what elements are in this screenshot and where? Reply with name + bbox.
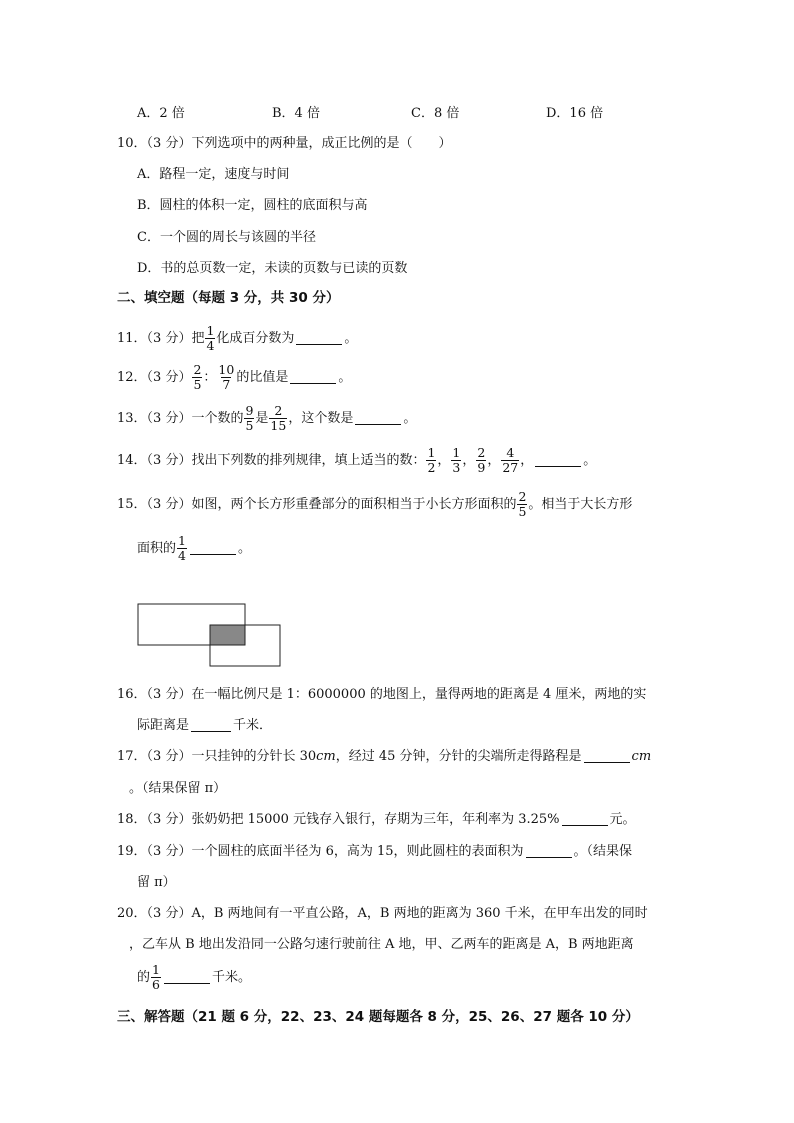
question-16-line-2: 际距离是 千米．	[137, 718, 273, 733]
fraction: $\frac{1}{4}$	[206, 323, 215, 353]
answer-blank[interactable]	[584, 750, 630, 763]
answer-blank[interactable]	[296, 332, 342, 345]
fraction: $\frac{2}{9}$	[477, 445, 486, 475]
question-20-line-3: 的 $\frac{1}{6}$ 千米。	[137, 962, 251, 992]
fraction: $\frac{1}{2}$	[427, 445, 436, 475]
q10-option-b: B．圆柱的体积一定，圆柱的底面积与高	[137, 198, 368, 213]
option-c: C．8 倍	[411, 105, 460, 121]
fraction: $\frac{4}{27}$	[502, 445, 519, 475]
question-12: 12．（3 分） $\frac{2}{5}$ ： $\frac{10}{7}$ 的比值是 。	[117, 362, 352, 392]
q10-option-a: A．路程一定，速度与时间	[137, 167, 290, 182]
fraction: $\frac{9}{5}$	[245, 403, 254, 433]
answer-blank[interactable]	[562, 813, 608, 826]
question-11: 11．（3 分）把 $\frac{1}{4}$ 化成百分数为 。	[117, 323, 358, 353]
answer-blank[interactable]	[190, 542, 236, 555]
question-19-line-1: 19．（3 分）一个圆柱的底面半径为 6，高为 15，则此圆柱的表面积为 。（结果保	[117, 844, 633, 859]
question-20-line-1: 20．（3 分）A，B 两地间有一平直公路，A，B 两地的距离为 360 千米，在甲车出发的同时	[117, 906, 648, 921]
question-13: 13．（3 分）一个数的 $\frac{9}{5}$ 是 $\frac{2}{15}$ ，这个数是 。	[117, 403, 417, 433]
answer-blank[interactable]	[164, 971, 210, 984]
option-a: A．2 倍	[137, 105, 185, 121]
question-15-line-1: 15．（3 分）如图，两个长方形重叠部分的面积相当于小长方形面积的 $\frac{2}{5}$ 。相当于大长方形	[117, 489, 633, 519]
question-20-line-2: ，乙车从 B 地出发沿同一公路匀速行驶前往 A 地，甲、乙两车的距离是 A，B 两地距离	[129, 937, 634, 952]
question-19-line-2: 留 π）	[137, 875, 176, 890]
question-17-line-2: 。（结果保留 π）	[129, 781, 227, 796]
fraction: $\frac{2}{5}$	[193, 362, 202, 392]
answer-blank[interactable]	[526, 845, 572, 858]
question-18: 18．（3 分）张奶奶把 15000 元钱存入银行，存期为三年，年利率为 3.25% 元。	[117, 812, 636, 827]
fraction: $\frac{2}{5}$	[518, 489, 527, 519]
option-d: D．16 倍	[546, 105, 604, 121]
fraction: $\frac{1}{3}$	[452, 445, 461, 475]
section-2-heading: 二、填空题（每题 3 分，共 30 分）	[117, 290, 340, 306]
option-b: B．4 倍	[272, 105, 320, 121]
answer-blank[interactable]	[191, 719, 231, 732]
question-14: 14．（3 分）找出下列数的排列规律，填上适当的数： $\frac{1}{2}$ ， $\frac{1}{3}$ ， $\frac{2}{9}$ ， $\frac{4}{27}$ ， 。	[117, 445, 597, 475]
q10-stem: 10．（3 分）下列选项中的两种量，成正比例的是（ ）	[117, 136, 452, 151]
question-17-line-1: 17．（3 分）一只挂钟的分针长 30 cm ，经过 45 分钟，分针的尖端所走得路程是 cm	[117, 749, 652, 764]
answer-blank[interactable]	[535, 454, 581, 467]
section-3-heading: 三、解答题（21 题 6 分，22、23、24 题每题各 8 分，25、26、27 题各 10 分）	[117, 1009, 639, 1025]
fraction: $\frac{10}{7}$	[218, 362, 235, 392]
q10-option-c: C．一个圆的周长与该圆的半径	[137, 230, 316, 245]
fraction: $\frac{1}{6}$	[152, 962, 160, 992]
fraction: $\frac{1}{4}$	[178, 533, 186, 563]
answer-blank[interactable]	[290, 371, 336, 384]
q10-option-d: D．书的总页数一定，未读的页数与已读的页数	[137, 261, 408, 276]
q9-options	[0, 106, 794, 120]
overlap-region	[210, 625, 245, 645]
fraction: $\frac{2}{15}$	[270, 403, 287, 433]
overlapping-rectangles-figure	[132, 598, 288, 670]
question-16-line-1: 16．（3 分）在一幅比例尺是 1：6000000 的地图上，量得两地的距离是 4 厘米，两地的实	[117, 687, 647, 702]
answer-blank[interactable]	[355, 412, 401, 425]
question-15-line-2: 面积的 $\frac{1}{4}$ 。	[137, 533, 251, 563]
